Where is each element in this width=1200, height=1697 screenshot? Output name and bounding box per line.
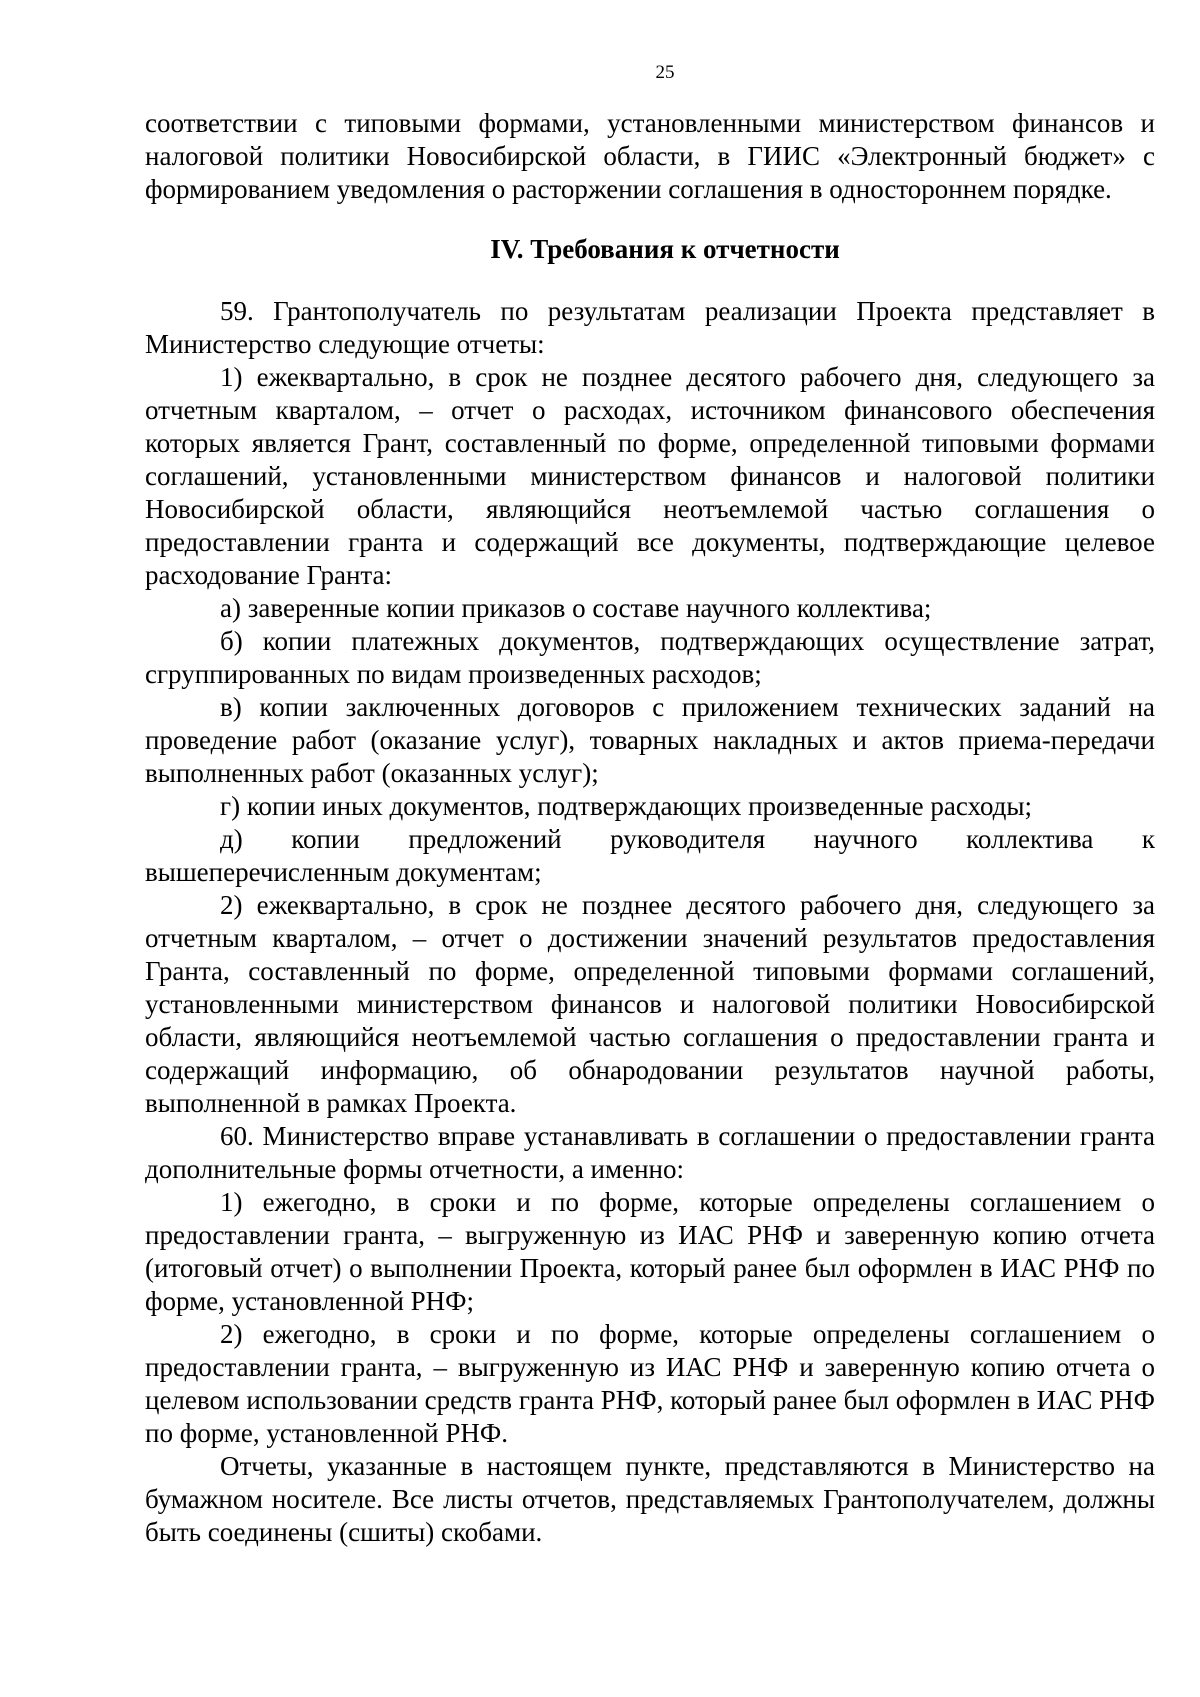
paragraph-59-item-2: 2) ежеквартально, в срок не позднее десятого рабочего дня, следующего за отчетным кварталом, – отчет о достижении значений результатов предоставления Гранта, составленный по форме, определенной типовыми формами соглашений, установленными министерством финансов и налоговой политики Новосибирской области, являющийся неотъемлемой частью соглашения о предоставлении гранта и содержащий информацию, об обнародовании результатов научной работы, выполненной в рамках Проекта.: [145, 890, 1155, 1118]
document-page: [145, 62, 1155, 1549]
paragraph-59-subitem-g: г) копии иных документов, подтверждающих произведенные расходы;: [220, 791, 1033, 821]
paragraph-59-subitem-a: а) заверенные копии приказов о составе научного коллектива;: [220, 593, 932, 623]
paragraph-60-item-2: 2) ежегодно, в сроки и по форме, которые определены соглашением о предоставлении гранта, – выгруженную из ИАС РНФ и заверенную копию отчета о целевом использовании средств гранта РНФ, который ранее был оформлен в ИАС РНФ по форме, установленной РНФ.: [145, 1319, 1155, 1448]
section-heading: IV. Требования к отчетности: [490, 234, 840, 264]
paragraph-59: 59. Грантополучатель по результатам реализации Проекта представляет в Министерство следующие отчеты:: [145, 296, 1155, 359]
paragraph-reports-note: Отчеты, указанные в настоящем пункте, представляются в Министерство на бумажном носителе. Все листы отчетов, представляемых Грантополучателем, должны быть соединены (сшиты) скобами.: [145, 1451, 1155, 1547]
intro-paragraph: соответствии с типовыми формами, установленными министерством финансов и налоговой политики Новосибирской области, в ГИИС «Электронный бюджет» с формированием уведомления о расторжении соглашения в одностороннем порядке.: [145, 108, 1155, 204]
paragraph-59-item-1: 1) ежеквартально, в срок не позднее десятого рабочего дня, следующего за отчетным кварталом, – отчет о расходах, источником финансового обеспечения которых является Грант, составленный по форме, определенной типовыми формами соглашений, установленными министерством финансов и налоговой политики Новосибирской области, являющийся неотъемлемой частью соглашения о предоставлении гранта и содержащий все документы, подтверждающие целевое расходование Гранта:: [145, 362, 1155, 590]
paragraph-60-item-1: 1) ежегодно, в сроки и по форме, которые определены соглашением о предоставлении гранта, – выгруженную из ИАС РНФ и заверенную копию отчета (итоговый отчет) о выполнении Проекта, который ранее был оформлен в ИАС РНФ по форме, установленной РНФ;: [145, 1187, 1155, 1316]
page-number: 25: [655, 62, 675, 83]
paragraph-59-subitem-v: в) копии заключенных договоров с приложением технических заданий на проведение работ (оказание услуг), товарных накладных и актов приема-передачи выполненных работ (оказанных услуг);: [145, 692, 1155, 788]
paragraph-59-subitem-d: д) копии предложений руководителя научного коллектива к вышеперечисленным документам;: [145, 824, 1155, 887]
paragraph-59-subitem-b: б) копии платежных документов, подтверждающих осуществление затрат, сгруппированных по видам произведенных расходов;: [145, 626, 1155, 689]
paragraph-60: 60. Министерство вправе устанавливать в соглашении о предоставлении гранта дополнительные формы отчетности, а именно:: [145, 1121, 1155, 1184]
